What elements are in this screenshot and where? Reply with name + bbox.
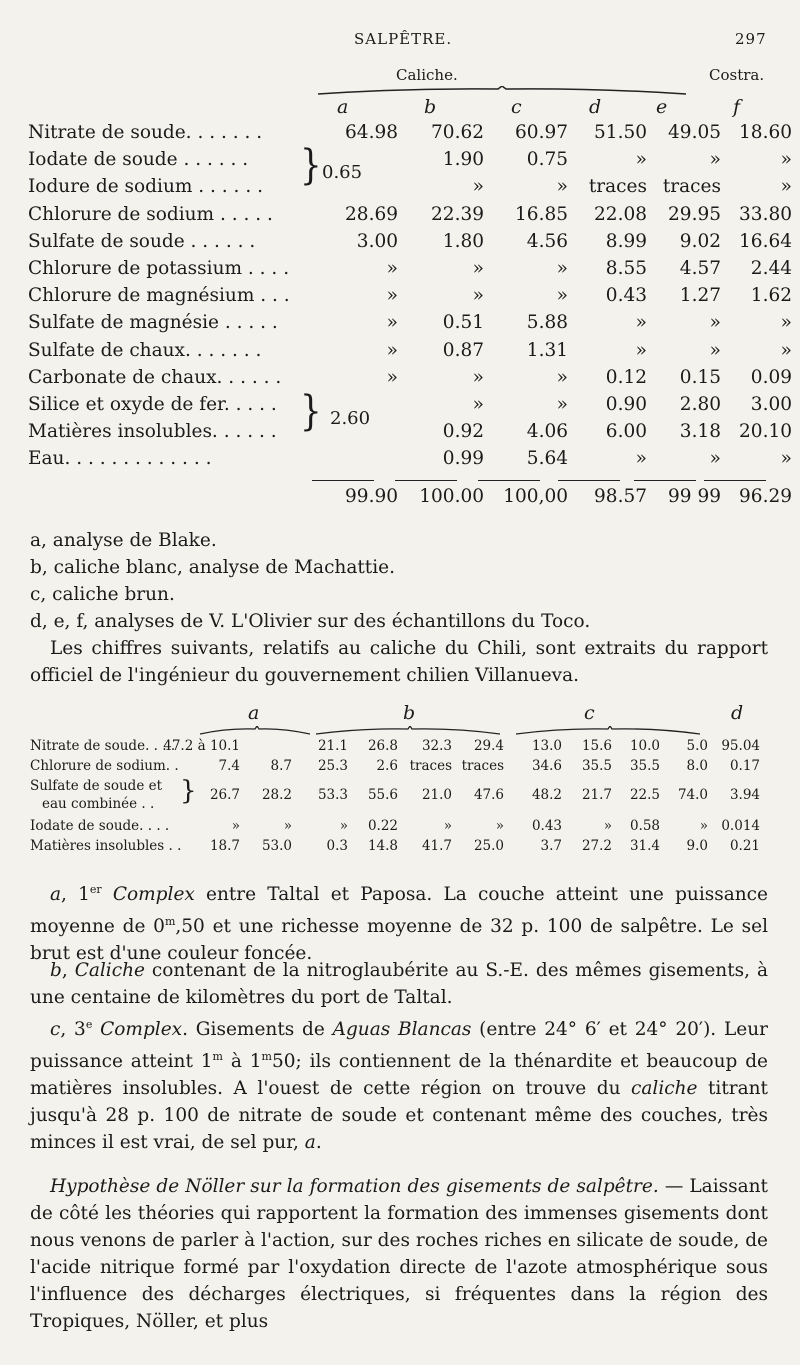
table-cell: 28.2 [261, 787, 292, 803]
table-cell: 22.5 [629, 787, 660, 803]
table-cell: 8.0 [686, 758, 708, 774]
row-label: Nitrate de soude. . . . [30, 738, 176, 754]
table-cell: 31.4 [629, 838, 660, 854]
t2-brace-c [516, 726, 700, 736]
table-row [28, 230, 792, 257]
table-cell: 47.2 à 10.1 [163, 738, 240, 754]
table-cell: 74.0 [677, 787, 708, 803]
brace-icon: } [300, 142, 322, 190]
intro-paragraph: Les chiffres suivants, relatifs au caliche du Chili, sont extraits du rapport officiel de l'ingénieur du gouvernement chilien Villanueva. [30, 638, 768, 686]
table-cell: 53.0 [261, 838, 292, 854]
table-cell: 0.43 [531, 818, 562, 834]
table-cell: » [472, 176, 484, 198]
table-cell: » [339, 818, 348, 834]
table-cell: 3.94 [729, 787, 760, 803]
table-cell: 3.00 [750, 394, 792, 415]
table-cell: 2.80 [679, 394, 721, 415]
table-cell: 64.98 [345, 122, 398, 143]
total-c: 100,00 [503, 486, 568, 507]
t2-col-b-header: b [403, 702, 416, 724]
total-d: 98.57 [594, 486, 647, 507]
table-cell: 0.3 [326, 838, 348, 854]
table-cell: 4.56 [526, 230, 568, 252]
note2-c: c, 3e Complex. Gisements de Aguas Blancas (entre 24° 6′ et 24° 20′). Leur puissance atteint 1$^m$ à 1$^m$50; ils contiennent de la thénardite et beaucoup de matières insolubles. A l'ouest de cette région on trouve du caliche titrant jusqu'à 28 p. 100 de nitrate de soude et contenant même des couches, très minces il est vrai, de sel pur, a. [30, 1018, 769, 1154]
table-cell: » [386, 312, 398, 334]
table-row [28, 421, 792, 447]
note-b: b, caliche blanc, analyse de Machattie. [30, 557, 395, 578]
table-cell: 0.58 [629, 818, 660, 834]
table-cell: 60.97 [515, 122, 568, 143]
table-cell: 5.64 [526, 448, 568, 470]
table-cell: 7.4 [218, 758, 240, 774]
table-cell: 3.18 [679, 421, 721, 443]
table-cell: 0.09 [750, 366, 792, 388]
table-row [28, 366, 792, 393]
table-cell: 14.8 [367, 838, 398, 854]
table-cell: 10.0 [629, 738, 660, 754]
table-cell: 4.06 [526, 421, 568, 443]
table-cell: 0.014 [721, 818, 760, 834]
table-row [28, 176, 792, 202]
table-cell: » [780, 149, 792, 171]
table-cell: 18.60 [739, 122, 792, 143]
table-cell: 2.44 [750, 258, 792, 279]
note-def: d, e, f, analyses de V. L'Olivier sur des échantillons du Toco. [30, 611, 591, 632]
table-cell: 0.92 [442, 421, 484, 443]
group-caliche: Caliche. [396, 66, 458, 84]
table-cell: » [709, 448, 721, 470]
table-cell: 35.5 [581, 758, 612, 774]
table-row [28, 394, 792, 420]
table-row [30, 818, 770, 836]
table-cell: 0.75 [526, 149, 568, 171]
note2-b: b, Caliche contenant de la nitroglaubérite au S.-E. des mêmes gisements, à une centaine de kilomètres du port de Taltal. [30, 960, 769, 1008]
table-cell: 34.6 [531, 758, 562, 774]
row-label: Sulfate de soude . . . . . . [28, 230, 256, 252]
table-cell: 15.6 [581, 738, 612, 754]
table-cell: » [556, 366, 568, 388]
table-cell: 29.4 [473, 738, 504, 754]
shared-value-a-silice: 2.60 [330, 408, 371, 429]
table-cell: 1.62 [750, 285, 792, 307]
table-row [30, 738, 770, 756]
t2-brace-a [200, 726, 310, 736]
table-cell: traces [588, 176, 647, 198]
table-cell: 2.6 [376, 758, 398, 774]
table-cell: » [386, 285, 398, 307]
table-cell: » [472, 285, 484, 307]
table-cell: 5.88 [526, 312, 568, 334]
row-label: Matières insolubles . . [30, 838, 182, 854]
table-cell: 3.00 [356, 230, 398, 252]
table-cell: 8.7 [270, 758, 292, 774]
row-label: Chlorure de sodium. . [30, 758, 179, 774]
table-cell: 49.05 [668, 122, 721, 143]
brace-icon: } [180, 776, 197, 806]
table-cell: 0.90 [605, 394, 647, 415]
table-cell: 21.0 [421, 787, 452, 803]
shared-value-a-iodine: 0.65 [322, 162, 363, 183]
note-a: a, analyse de Blake. [30, 530, 217, 551]
table-cell: 0.21 [729, 838, 760, 854]
table-cell: » [635, 448, 647, 470]
table-row [30, 838, 770, 856]
row-label: Silice et oxyde de fer. . . . . [28, 394, 277, 415]
sum-rule [395, 480, 457, 481]
table-cell: 1.31 [526, 339, 568, 361]
table-row [28, 203, 792, 230]
row-label: Sulfate de magnésie . . . . . [28, 312, 278, 334]
table-row [28, 149, 792, 175]
table-cell: traces [409, 758, 452, 774]
table-cell: » [495, 818, 504, 834]
t2-col-a-header: a [248, 702, 260, 724]
group-costra: Costra. [709, 66, 765, 84]
row-label: Nitrate de soude. . . . . . . [28, 122, 263, 143]
table-cell: » [603, 818, 612, 834]
sum-rule [634, 480, 696, 481]
table-cell: » [231, 818, 240, 834]
total-b: 100.00 [419, 486, 484, 507]
table-cell: 33.80 [739, 203, 792, 225]
noller-paragraph: Hypothèse de Nöller sur la formation des gisements de salpêtre. — Laissant de côté les théories qui rapportent la formation des immenses gisements dont nous venons de parler à l'action, sur des roches riches en silicate de soude, de l'acide nitrique formé par l'oxydation directe de l'azote atmosphérique sous l'influence des décharges électriques, si fréquentes dans la région des Tropiques, Nöller, et plus [30, 1176, 768, 1332]
table-cell: 1.27 [679, 285, 721, 307]
table-cell: 0.12 [605, 366, 647, 388]
row-label: Eau. . . . . . . . . . . . . [28, 448, 212, 470]
table-cell: » [472, 366, 484, 388]
table-cell: 70.62 [431, 122, 484, 143]
row-label: Iodure de sodium . . . . . . [28, 176, 263, 198]
table-cell: 48.2 [531, 787, 562, 803]
table-cell: » [556, 394, 568, 415]
table-cell: 0.22 [367, 818, 398, 834]
table-cell: 32.3 [421, 738, 452, 754]
table-cell: » [556, 285, 568, 307]
table-cell: » [780, 176, 792, 198]
table-cell: 28.69 [345, 203, 398, 225]
table-cell: 9.02 [679, 230, 721, 252]
col-a-header: a [337, 96, 349, 118]
col-f-header: f [733, 96, 741, 118]
sum-rule [312, 480, 374, 481]
table-cell: 9.0 [686, 838, 708, 854]
totals-row [28, 486, 792, 512]
table-cell: 4.57 [679, 258, 721, 279]
caliche-brace [318, 86, 686, 96]
table-cell: » [386, 366, 398, 388]
row-label: Iodate de soude . . . . . . [28, 149, 249, 171]
table-cell: 26.7 [209, 787, 240, 803]
t2-brace-b [316, 726, 500, 736]
table-cell: 20.10 [739, 421, 792, 443]
table-cell: 21.7 [581, 787, 612, 803]
table-cell: » [472, 394, 484, 415]
table-cell: 26.8 [367, 738, 398, 754]
table-row [28, 122, 792, 148]
table-cell: » [386, 339, 398, 361]
table-cell: 55.6 [367, 787, 398, 803]
table-cell: traces [662, 176, 721, 198]
table-cell: 0.43 [605, 285, 647, 307]
table-cell: » [386, 258, 398, 279]
table-cell: » [283, 818, 292, 834]
table-cell: 0.51 [442, 312, 484, 334]
sum-rule [704, 480, 766, 481]
table-row [28, 258, 792, 284]
running-title: SALPÊTRE. [354, 30, 453, 48]
table-cell: 35.5 [629, 758, 660, 774]
table-cell: 16.85 [515, 203, 568, 225]
table-row [28, 312, 792, 338]
table-row [30, 758, 770, 776]
note2-a: a, 1er Complex entre Taltal et Paposa. La couche atteint une puissance moyenne de 0$^m$,50 et une richesse moyenne de 32 p. 100 de salpêtre. Le sel brut est d'une couleur foncée. [30, 883, 768, 965]
table-cell: » [709, 312, 721, 334]
table-cell: » [635, 149, 647, 171]
table-cell: 22.08 [594, 203, 647, 225]
table-cell: 27.2 [581, 838, 612, 854]
row-label: Sulfate de chaux. . . . . . . [28, 339, 262, 361]
table-cell: 1.80 [442, 230, 484, 252]
row-label: Chlorure de potassium . . . . [28, 258, 290, 279]
table-cell: » [556, 176, 568, 198]
total-e: 99 99 [668, 486, 721, 507]
sum-rule [558, 480, 620, 481]
table-cell: traces [461, 758, 504, 774]
table-cell: 0.99 [442, 448, 484, 470]
table-cell: 29.95 [668, 203, 721, 225]
table-cell: » [635, 312, 647, 334]
row-label: Chlorure de magnésium . . . [28, 285, 290, 307]
table-row [28, 339, 792, 366]
table-cell: » [635, 339, 647, 361]
table-cell: 22.39 [431, 203, 484, 225]
table-cell: » [699, 818, 708, 834]
table-cell: 8.99 [605, 230, 647, 252]
table-cell: » [443, 818, 452, 834]
row-label: Matières insolubles. . . . . . [28, 421, 277, 443]
table-row [28, 285, 792, 311]
table-cell: 47.6 [473, 787, 504, 803]
table-cell: 25.0 [473, 838, 504, 854]
table-cell: » [780, 312, 792, 334]
table-cell: 51.50 [594, 122, 647, 143]
table-cell: » [556, 258, 568, 279]
row-label-continued: eau combinée . . [42, 796, 155, 812]
table-cell: 0.17 [729, 758, 760, 774]
table-cell: 13.0 [531, 738, 562, 754]
col-e-header: e [656, 96, 668, 118]
row-label: Sulfate de soude et [30, 778, 163, 794]
table-row [28, 448, 792, 474]
table-cell: » [472, 258, 484, 279]
table-cell: 0.15 [679, 366, 721, 388]
table-cell: » [709, 149, 721, 171]
row-label: Chlorure de sodium . . . . . [28, 203, 273, 225]
table-row [30, 778, 770, 814]
table-cell: 1.90 [442, 149, 484, 171]
col-b-header: b [424, 96, 437, 118]
table-cell: 8.55 [605, 258, 647, 279]
table-cell: 25.3 [317, 758, 348, 774]
table-cell: » [780, 339, 792, 361]
table-cell: 0.87 [442, 339, 484, 361]
total-f: 96.29 [739, 486, 792, 507]
table-cell: 41.7 [421, 838, 452, 854]
table-cell: » [709, 339, 721, 361]
table-cell: 5.0 [686, 738, 708, 754]
sum-rule [478, 480, 540, 481]
table-cell: 53.3 [317, 787, 348, 803]
table-cell: » [780, 448, 792, 470]
page-number: 297 [735, 30, 767, 48]
table-cell: 21.1 [317, 738, 348, 754]
row-label: Carbonate de chaux. . . . . . [28, 366, 282, 388]
total-a: 99.90 [345, 486, 398, 507]
t2-col-d-header: d [731, 702, 744, 724]
brace-icon: } [300, 388, 322, 436]
table-cell: 16.64 [739, 230, 792, 252]
note-c: c, caliche brun. [30, 584, 175, 605]
table-cell: 6.00 [605, 421, 647, 443]
t2-col-c-header: c [584, 702, 595, 724]
row-label: Iodate de soude. . . . [30, 818, 170, 834]
table-cell: 3.7 [540, 838, 562, 854]
table-cell: 95.04 [721, 738, 760, 754]
col-d-header: d [589, 96, 602, 118]
col-c-header: c [511, 96, 522, 118]
table-cell: 18.7 [209, 838, 240, 854]
